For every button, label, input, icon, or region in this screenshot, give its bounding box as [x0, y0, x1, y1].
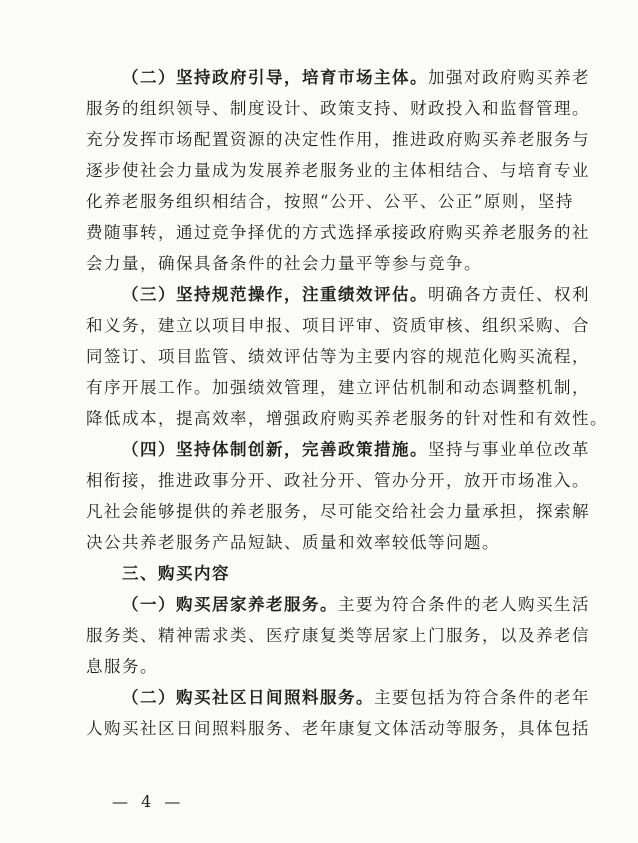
section-3-item-1-line-1 — [86, 589, 608, 620]
paragraph-2-line: 充分发挥市场配置资源的决定性作用，推进政府购买养老服务与 — [86, 130, 590, 149]
section-3-item-2-line-1 — [86, 682, 608, 713]
paragraph-4-line: 决公共养老服务产品短缺、质量和效率较低等问题。 — [86, 533, 500, 552]
paragraph-2-line: 化养老服务组织相结合，按照“公开、公平、公正”原则，坚持 — [86, 192, 574, 211]
section-3-item-1-line-1-text: 主要为符合条件的老人购买生活 — [338, 595, 590, 614]
paragraph-3-line: 和义务，建立以项目申报、项目评审、资质审核、组织采购、合 — [86, 316, 590, 335]
paragraph-4-line: 凡社会能够提供的养老服务，尽可能交给社会力量承担，探索解 — [86, 502, 590, 521]
paragraph-2-line: 费随事转，通过竞争择优的方式选择承接政府购买养老服务的社 — [86, 223, 590, 242]
paragraph-3-line-1-text: 明确各方责任、权利 — [428, 285, 590, 304]
section-3-item-1-line: 息服务。 — [86, 657, 158, 676]
section-3-item-1-line: 服务类、精神需求类、医疗康复类等居家上门服务，以及养老信 — [86, 626, 590, 645]
paragraph-3-line: 降低成本，提高效率，增强政府购买养老服务的针对性和有效性。 — [86, 409, 608, 428]
paragraph-2-line: 会力量，确保具备条件的社会力量平等参与竞争。 — [86, 254, 482, 273]
paragraph-3-line: 同签订、项目监管、绩效评估等为主要内容的规范化购买流程， — [86, 347, 590, 366]
paragraph-3-line: 有序开展工作。加强绩效管理，建立评估机制和动态调整机制， — [86, 378, 590, 397]
page-number: — 4 — — [112, 792, 185, 811]
section-3-item-1-heading: （一）购买居家养老服务。 — [122, 595, 338, 614]
paragraph-4-heading: （四）坚持体制创新，完善政策措施。 — [122, 440, 428, 459]
paragraph-2-line-1 — [86, 62, 608, 93]
section-3-title: 三、购买内容 — [122, 564, 230, 583]
paragraph-4-line-1-text: 坚持与事业单位改革 — [428, 440, 590, 459]
paragraph-3-line-1 — [86, 279, 608, 310]
section-3-item-2-heading: （二）购买社区日间照料服务。 — [122, 688, 374, 707]
paragraph-3-heading: （三）坚持规范操作，注重绩效评估。 — [122, 285, 428, 304]
paragraph-2-line-1-text: 加强对政府购买养老 — [428, 68, 590, 87]
section-3-item-2-line: 人购买社区日间照料服务、老年康复文体活动等服务，具体包括 — [86, 719, 590, 738]
section-3-item-2-line-1-text: 主要包括为符合条件的老年 — [374, 688, 590, 707]
paragraph-4-line-1 — [86, 434, 608, 465]
paragraph-2-line: 逐步使社会力量成为发展养老服务业的主体相结合、与培育专业 — [86, 161, 590, 180]
paragraph-4-line: 相衔接，推进政事分开、政社分开、管办分开，放开市场准入。 — [86, 471, 590, 490]
paragraph-2-heading: （二）坚持政府引导，培育市场主体。 — [122, 68, 428, 87]
paragraph-2-line: 服务的组织领导、制度设计、政策支持、财政投入和监督管理。 — [86, 99, 590, 118]
